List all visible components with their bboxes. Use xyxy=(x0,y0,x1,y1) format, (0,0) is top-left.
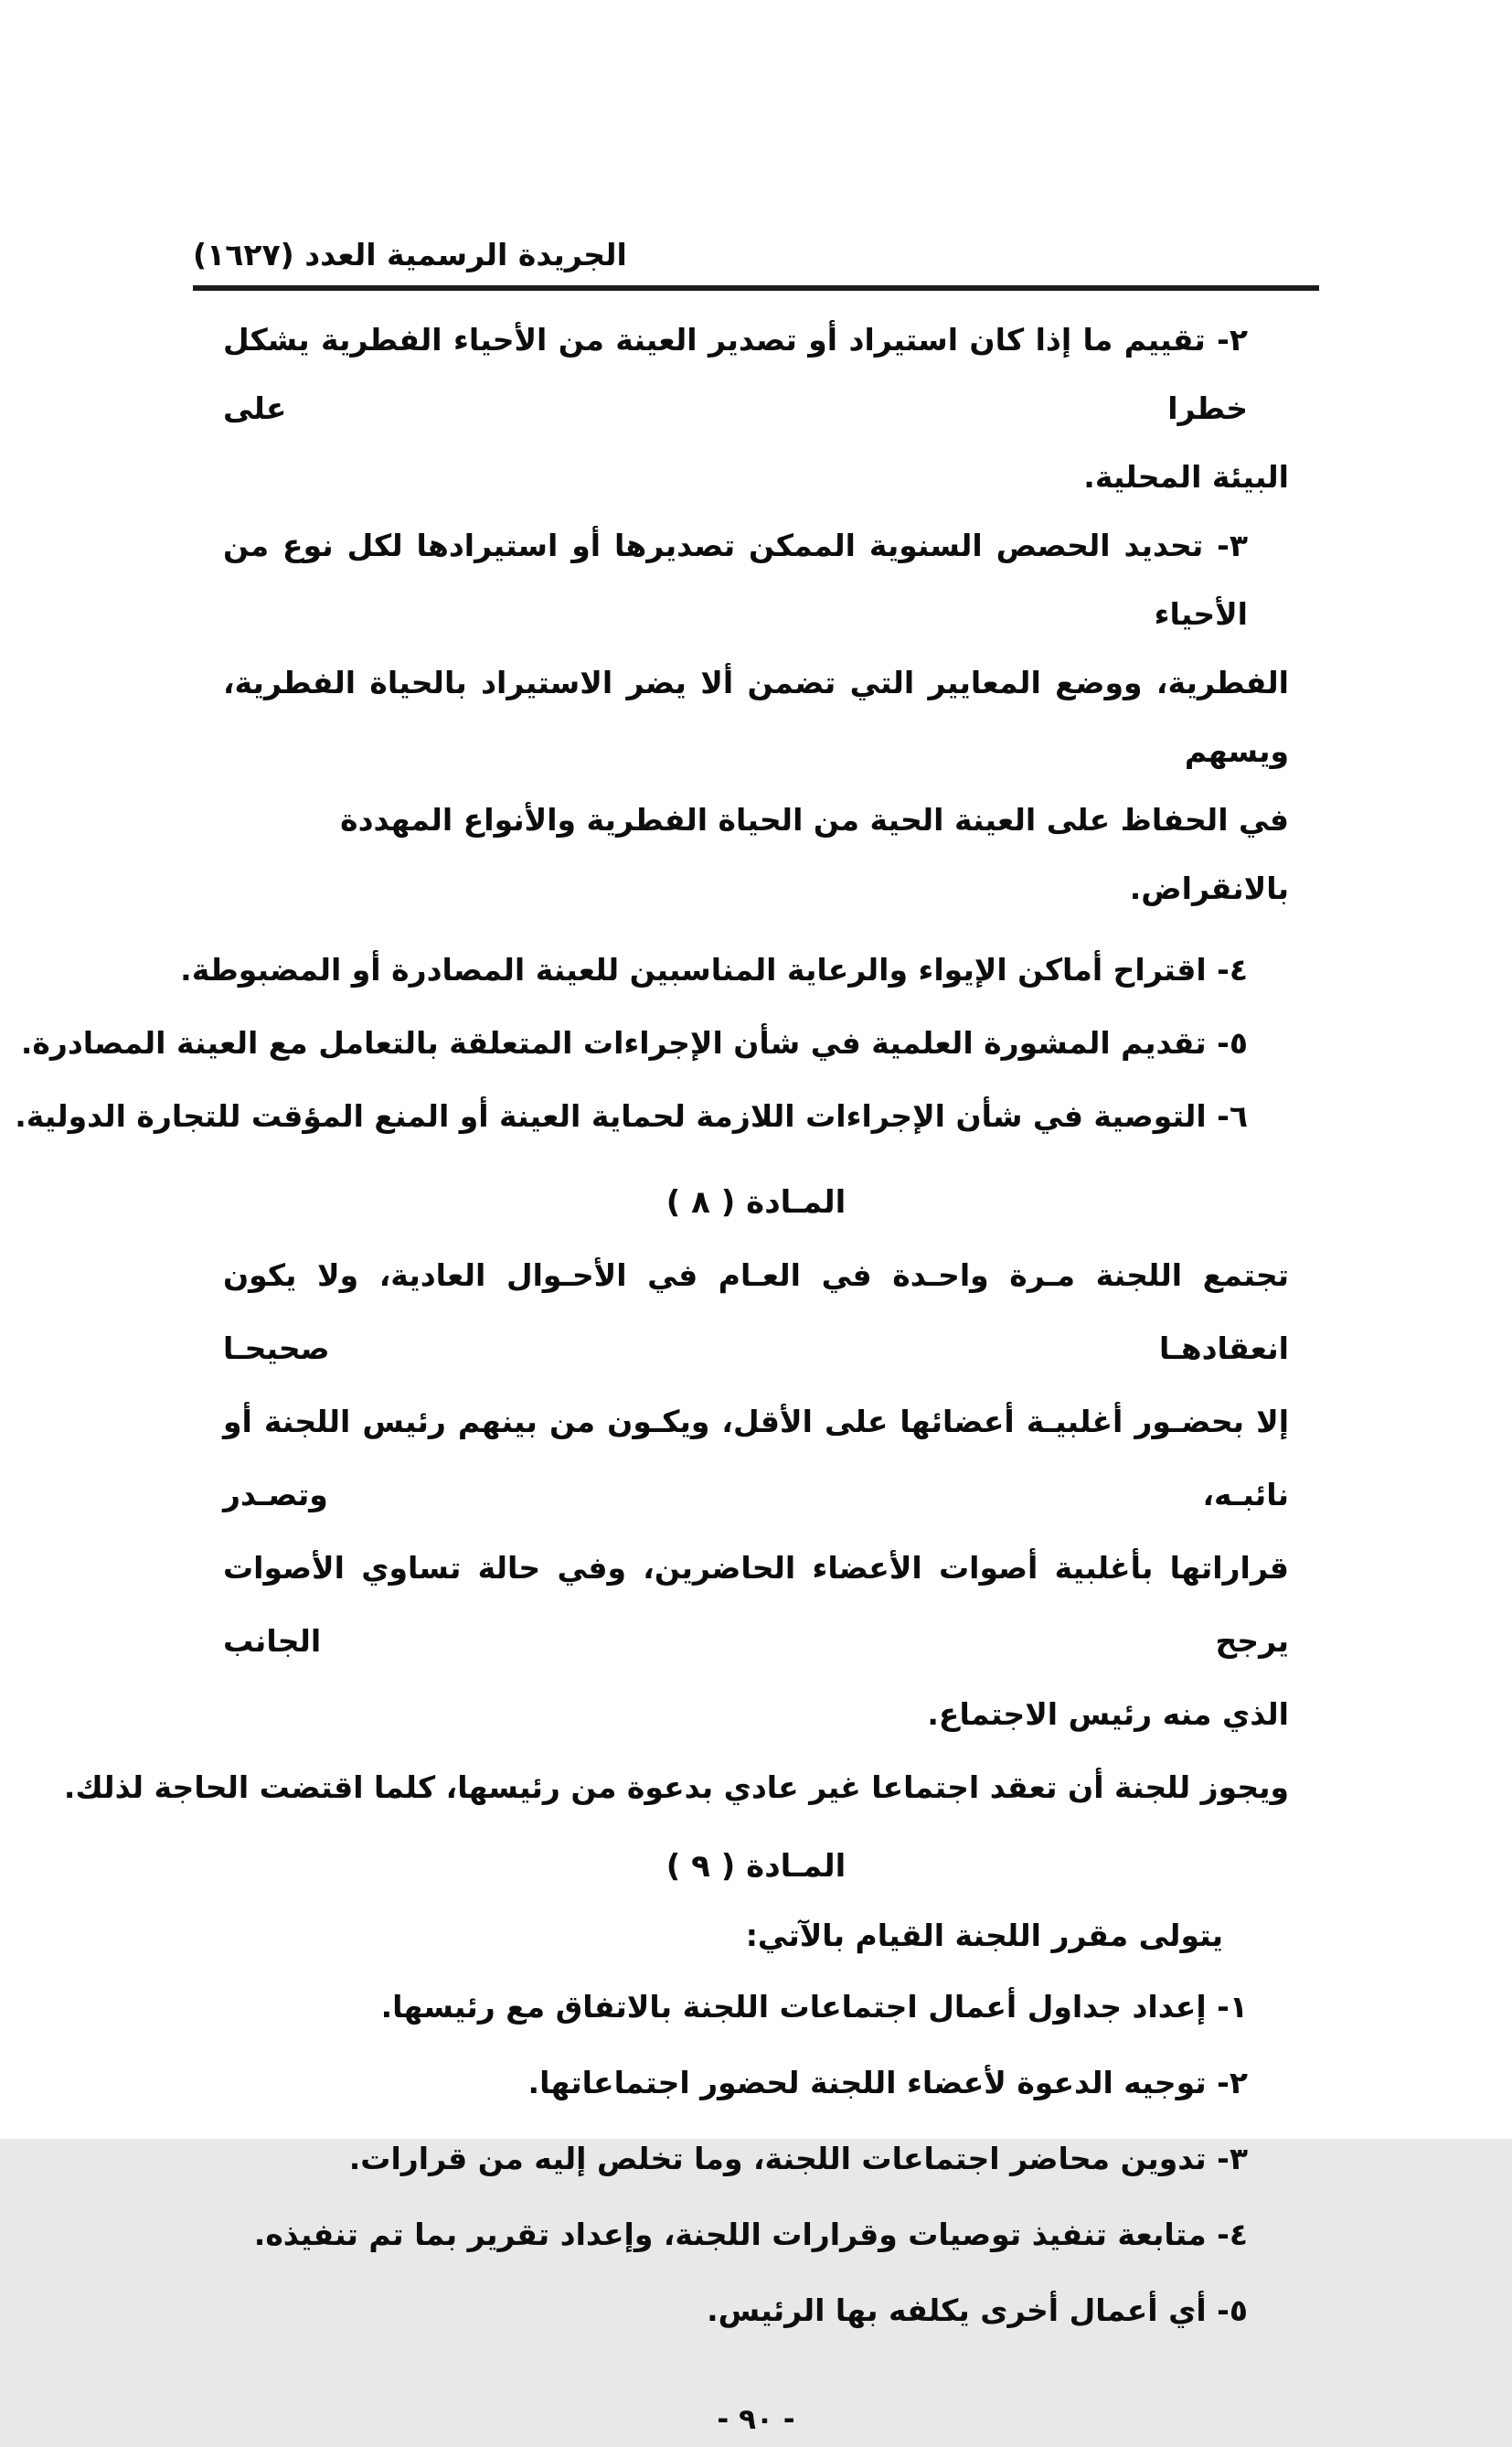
page-footer xyxy=(223,2392,1289,2447)
sub-clause-1-line: ١- إعداد جداول أعمال اجتماعات اللجنة بالاتفاق مع رئيسها. xyxy=(380,1989,1248,2025)
article-8-par-line-3: قراراتها بأغلبية أصوات الأعضاء الحاضرين، وفي حالة تساوي الأصوات يرجح الجانب xyxy=(223,1550,1289,1659)
sub-clause-2 xyxy=(223,2045,1289,2121)
article-8-extra xyxy=(63,1751,1289,1824)
clause-3-line-2: الفطرية، ووضع المعايير التي تضمن ألا يضر الاستيراد بالحياة الفطرية، ويسهم xyxy=(223,665,1289,769)
article-8-par-line-2: إلا بحضـور أغلبيـة أعضائها على الأقل، ويكـون من بينهم رئيس اللجنة أو نائبـه، وتصـدر xyxy=(223,1404,1289,1512)
sub-clause-4 xyxy=(223,2196,1289,2272)
clause-2-line-1: ٢- تقييم ما إذا كان استيراد أو تصدير العينة من الأحياء الفطرية يشكل خطرا على xyxy=(223,322,1248,426)
article-9-heading: المـادة ( ٩ ) xyxy=(665,1848,847,1885)
clause-5 xyxy=(20,1007,1289,1080)
clause-3 xyxy=(223,511,1289,923)
gazette-title: الجريدة الرسمية العدد (١٦٢٧) xyxy=(193,237,627,272)
clause-3-line-3: في الحفاظ على العينة الحية من الحياة الفطرية والأنواع المهددة بالانقراض. xyxy=(340,802,1289,906)
sub-clause-5 xyxy=(223,2272,1289,2348)
article-9-intro xyxy=(223,1903,1289,1969)
clause-2-line-2: البيئة المحلية. xyxy=(1083,459,1289,495)
clause-3-line-1: ٣- تحديد الحصص السنوية الممكن تصديرها أو استيرادها لكل نوع من الأحياء xyxy=(223,528,1248,632)
article-8-par-line-1: تجتمع اللجنة مـرة واحـدة في العـام في الأحـوال العادية، ولا يكون انعقادهـا صحيحـا xyxy=(223,1257,1289,1366)
clause-2 xyxy=(223,305,1289,511)
article-8-heading: المـادة ( ٨ ) xyxy=(665,1184,847,1221)
article-8-paragraph xyxy=(223,1239,1289,1751)
page-header xyxy=(193,234,1319,291)
article-8-par-line-4: الذي منه رئيس الاجتماع. xyxy=(927,1696,1289,1732)
clause-4 xyxy=(180,934,1289,1007)
sub-clause-1 xyxy=(223,1969,1289,2045)
page-content xyxy=(15,0,1319,2447)
article-9-intro-line xyxy=(223,1903,1289,1969)
sub-clause-3 xyxy=(223,2121,1289,2196)
sub-clause-4-line: ٤- متابعة تنفيذ توصيات وقرارات اللجنة، وإعداد تقرير بما تم تنفيذه. xyxy=(253,2217,1248,2252)
article-8-extra-line: ويجوز للجنة أن تعقد اجتماعا غير عادي بدعوة من رئيسها، كلما اقتضت الحاجة لذلك. xyxy=(63,1769,1289,1805)
sub-clause-2-line: ٢- توجيه الدعوة لأعضاء اللجنة لحضور اجتماعاتها. xyxy=(527,2065,1248,2100)
sub-clause-5-line: ٥- أي أعمال أخرى يكلفه بها الرئيس. xyxy=(707,2292,1248,2328)
clause-4-line-1: ٤- اقتراح أماكن الإيواء والرعاية المناسبين للعينة المصادرة أو المضبوطة. xyxy=(180,952,1248,988)
clause-5-line-1: ٥- تقديم المشورة العلمية في شأن الإجراءات المتعلقة بالتعامل مع العينة المصادرة. xyxy=(20,1025,1248,1061)
clause-6-line-1: ٦- التوصية في شأن الإجراءات اللازمة لحماية العينة أو المنع المؤقت للتجارة الدولية. xyxy=(15,1098,1248,1134)
article-9-intro-text: يتولى مقرر اللجنة القيام بالآتي: xyxy=(745,1918,1223,1953)
sub-clause-3-line: ٣- تدوين محاضر اجتماعات اللجنة، وما تخلص إليه من قرارات. xyxy=(348,2141,1248,2176)
page-number: - ٩٠ - xyxy=(717,2403,795,2436)
page-body xyxy=(15,291,1319,2447)
clause-6 xyxy=(15,1080,1289,1153)
